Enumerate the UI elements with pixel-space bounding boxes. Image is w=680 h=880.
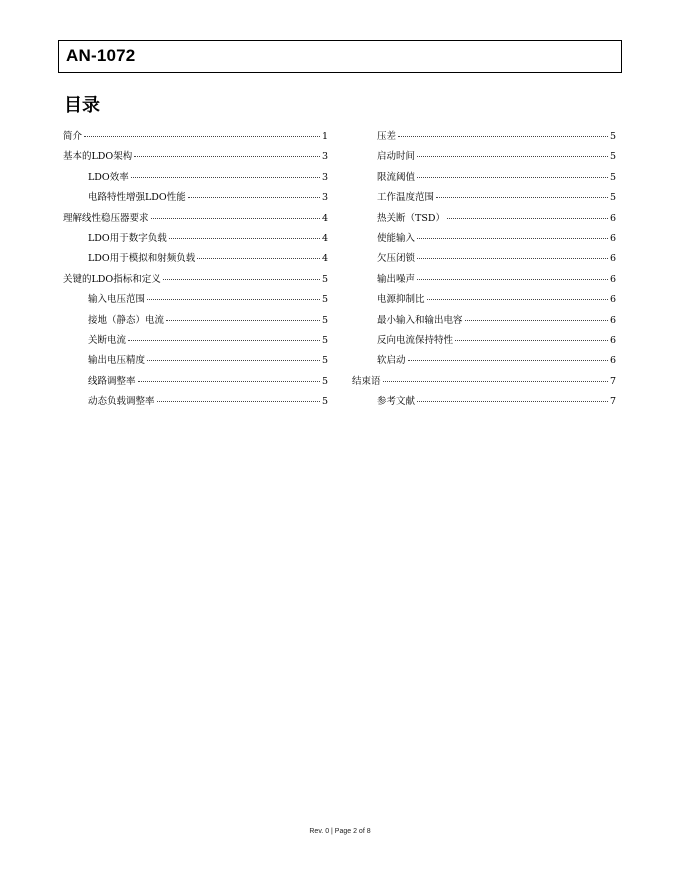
toc-dot-leader: [188, 197, 320, 198]
toc-entry-page: 3: [321, 171, 328, 183]
toc-entry-label: 热关断（TSD）: [377, 212, 445, 224]
toc-entry-page: 6: [609, 273, 616, 285]
toc-entry-page: 6: [609, 212, 616, 224]
toc-entry-page: 4: [321, 232, 328, 244]
toc-entry[interactable]: [352, 128, 616, 148]
toc-entry-page: 5: [321, 334, 328, 346]
toc-dot-leader: [417, 156, 608, 157]
toc-entry-page: 6: [609, 232, 616, 244]
toc-entry-page: 5: [321, 294, 328, 306]
toc-entry-label: 电源抑制比: [377, 294, 425, 306]
toc-entry-page: 5: [321, 375, 328, 387]
toc-entry-page: 6: [609, 355, 616, 367]
toc-dot-leader: [163, 279, 320, 280]
toc-entry[interactable]: [352, 250, 616, 270]
toc-entry[interactable]: [63, 312, 328, 332]
toc-entry-page: 7: [609, 396, 616, 408]
toc-dot-leader: [147, 299, 320, 300]
toc-dot-leader: [197, 258, 320, 259]
toc-left-column: [63, 128, 328, 413]
toc-title: 目录: [64, 95, 100, 116]
toc-dot-leader: [131, 177, 320, 178]
toc-entry-label: 理解线性稳压器要求: [63, 212, 149, 224]
toc-entry-page: 6: [609, 334, 616, 346]
toc-entry[interactable]: [63, 373, 328, 393]
toc-entry[interactable]: [63, 148, 328, 168]
toc-entry[interactable]: [63, 128, 328, 148]
toc-entry-label: 简介: [63, 131, 83, 142]
toc-entry[interactable]: [63, 271, 328, 291]
toc-entry-label: 压差: [377, 131, 397, 142]
toc-entry[interactable]: [63, 352, 328, 372]
toc-entry-label: 限流阈值: [377, 171, 416, 183]
toc-entry[interactable]: [352, 312, 616, 332]
toc-entry-label: 电路特性增强LDO性能: [88, 192, 186, 204]
toc-entry[interactable]: [63, 332, 328, 352]
toc-entry[interactable]: [63, 291, 328, 311]
toc-dot-leader: [138, 381, 320, 382]
toc-entry-label: 最小输入和输出电容: [377, 314, 463, 326]
toc-dot-leader: [169, 238, 320, 239]
document-header: [58, 40, 622, 73]
toc-dot-leader: [151, 218, 320, 219]
toc-entry-label: LDO用于模拟和射频负载: [88, 253, 196, 265]
toc-entry-page: 6: [609, 294, 616, 306]
page-footer: Rev. 0 | Page 2 of 8: [309, 828, 371, 835]
toc-entry-label: 关断电流: [88, 334, 127, 346]
toc-dot-leader: [147, 360, 320, 361]
toc-entry-page: 3: [321, 151, 328, 163]
toc-dot-leader: [398, 136, 608, 137]
toc-entry[interactable]: [63, 169, 328, 189]
toc-entry-page: 6: [609, 314, 616, 326]
toc-dot-leader: [134, 156, 320, 157]
toc-entry[interactable]: [63, 189, 328, 209]
toc-entry-label: 输入电压范围: [88, 294, 146, 306]
toc-dot-leader: [417, 177, 608, 178]
toc-dot-leader: [166, 320, 320, 321]
toc-entry-label: 输出电压精度: [88, 355, 146, 367]
toc-entry-label: 使能输入: [377, 232, 416, 244]
toc-entry-label: 关键的LDO指标和定义: [63, 273, 161, 285]
toc-entry-page: 5: [321, 355, 328, 367]
document-id: AN-1072: [66, 46, 136, 65]
toc-entry-page: 5: [321, 396, 328, 408]
toc-entry-page: 1: [321, 131, 328, 142]
toc-entry-label: 接地（静态）电流: [88, 314, 165, 326]
toc-entry-page: 5: [321, 273, 328, 285]
toc-entry[interactable]: [352, 393, 616, 413]
toc-entry-label: 软启动: [377, 355, 406, 367]
toc-entry-page: 6: [609, 253, 616, 265]
toc-dot-leader: [447, 218, 608, 219]
toc-entry[interactable]: [63, 210, 328, 230]
toc-dot-leader: [436, 197, 608, 198]
toc-dot-leader: [417, 238, 608, 239]
toc-entry-page: 7: [609, 375, 616, 387]
toc-entry-label: 基本的LDO架构: [63, 151, 133, 163]
toc-entry-page: 5: [321, 314, 328, 326]
toc-entry[interactable]: [352, 352, 616, 372]
toc-right-column: [352, 128, 616, 413]
toc-entry[interactable]: [352, 230, 616, 250]
toc-entry[interactable]: [352, 291, 616, 311]
toc-dot-leader: [128, 340, 320, 341]
toc-entry-label: 工作温度范围: [377, 192, 435, 204]
toc-entry[interactable]: [352, 373, 616, 393]
toc-entry[interactable]: [63, 393, 328, 413]
toc-dot-leader: [157, 401, 320, 402]
toc-entry-page: 5: [609, 171, 616, 183]
toc-entry-label: 欠压闭锁: [377, 253, 416, 265]
toc-entry[interactable]: [352, 332, 616, 352]
toc-entry-label: 输出噪声: [377, 273, 416, 285]
toc-dot-leader: [408, 360, 608, 361]
toc-entry-label: LDO效率: [88, 171, 129, 183]
toc-dot-leader: [417, 258, 608, 259]
toc-dot-leader: [465, 320, 608, 321]
toc-entry-label: 线路调整率: [88, 375, 136, 387]
toc-entry[interactable]: [63, 230, 328, 250]
toc-entry-label: LDO用于数字负载: [88, 232, 167, 244]
toc-entry[interactable]: [352, 271, 616, 291]
toc-entry-label: 动态负载调整率: [88, 396, 155, 408]
toc-entry-label: 反向电流保持特性: [377, 334, 454, 346]
toc-entry-page: 3: [321, 192, 328, 204]
toc-dot-leader: [383, 381, 608, 382]
toc-entry[interactable]: [63, 250, 328, 270]
toc-entry-page: 5: [609, 131, 616, 142]
toc-entry-label: 参考文献: [377, 396, 416, 408]
toc-dot-leader: [417, 279, 608, 280]
toc-entry-page: 4: [321, 253, 328, 265]
toc-entry[interactable]: [352, 189, 616, 209]
toc-dot-leader: [427, 299, 608, 300]
toc-entry-page: 4: [321, 212, 328, 224]
toc-entry-label: 结束语: [352, 375, 381, 387]
toc-dot-leader: [84, 136, 320, 137]
toc-entry[interactable]: [352, 210, 616, 230]
toc-dot-leader: [417, 401, 608, 402]
toc-dot-leader: [455, 340, 608, 341]
toc-entry-page: 5: [609, 192, 616, 204]
toc-entry-label: 启动时间: [377, 151, 416, 163]
toc-entry-page: 5: [609, 151, 616, 163]
toc-entry[interactable]: [352, 148, 616, 168]
toc-entry[interactable]: [352, 169, 616, 189]
